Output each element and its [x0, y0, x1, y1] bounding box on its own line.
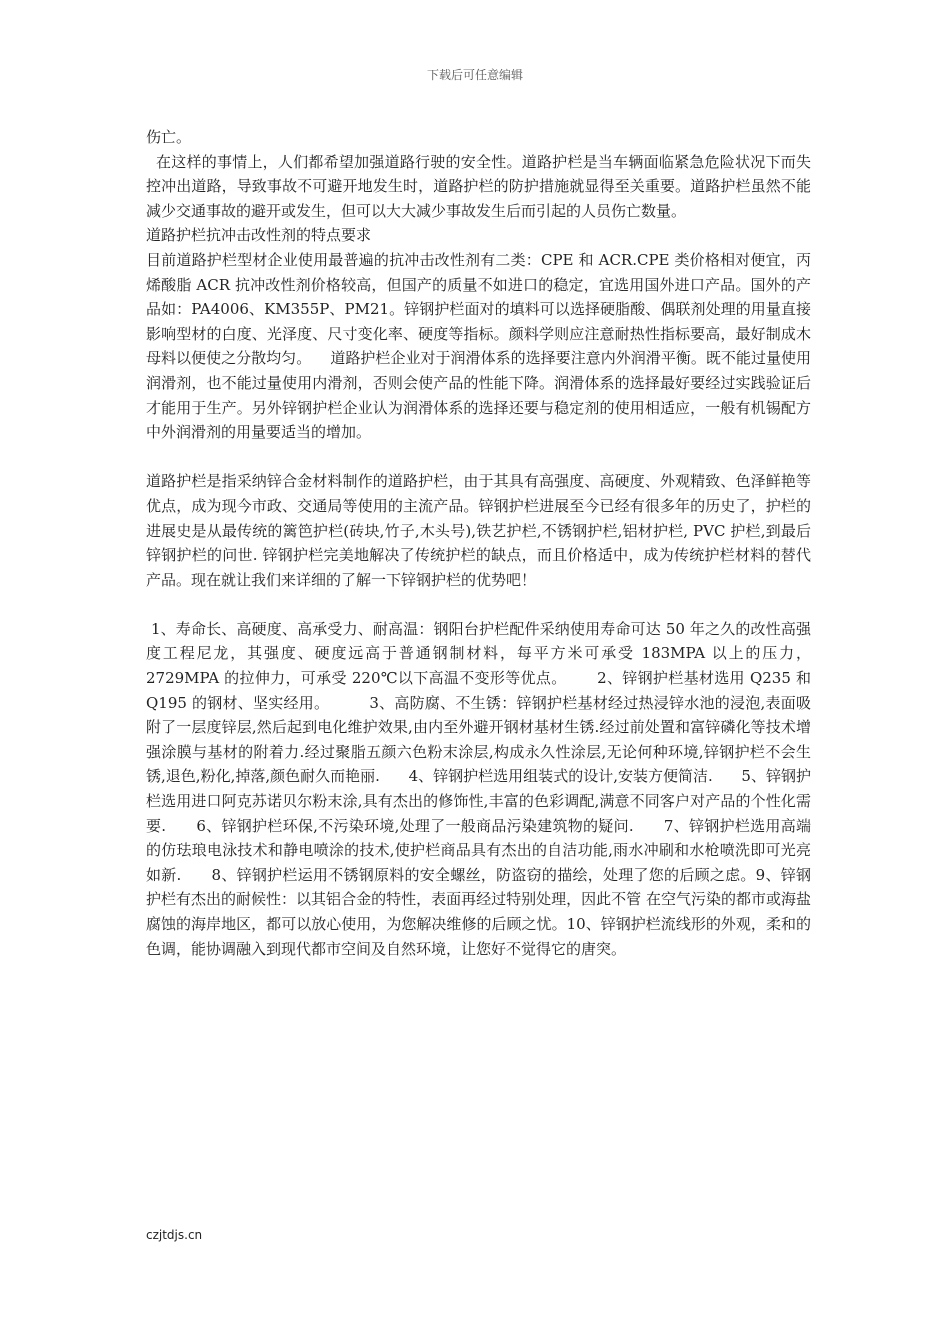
page-header: 下载后可任意编辑 — [426, 68, 523, 82]
paragraph-modifiers: 目前道路护栏型材企业使用最普遍的抗冲击改性剂有二类：CPE 和 ACR.CPE 类价格相对便宜，丙烯酸脂 ACR 抗冲改性剂价格较高，但国产的质量不如进口的稳定，宜选用国外进口产品。国外的产品如：PA4006、KM355P、PM21。锌钢护栏面对的填料可以选择硬脂酸、偶联剂处理的用量直接影响型材的白度、光泽度、尺寸变化率、硬度等指标。颜料学则应注意耐热性指标要高，最好制成木母料以便使之分散均匀。 道路护栏企业对于润滑体系的选择要注意内外润滑平衡。既不能过量使用润滑剂，也不能过量使用内滑剂，否则会使产品的性能下降。润滑体系的选择最好要经过实践验证后才能用于生产。另外锌钢护栏企业认为润滑体系的选择还要与稳定剂的使用相适应，一般有机锡配方中外润滑剂的用量要适当的增加。 — [146, 250, 811, 442]
page-footer: czjtdjs.cn — [146, 1228, 203, 1242]
paragraph-safety: 在这样的事情上，人们都希望加强道路行驶的安全性。道路护栏是当车辆面临紧急危险状况下而失控冲出道路，导致事故不可避开地发生时，道路护栏的防护措施就显得至关重要。道路护栏虽然不能减少交通事故的避开或发生，但可以大大减少事故发生后而引起的人员伤亡数量。 — [146, 152, 811, 220]
blank-line — [146, 592, 811, 617]
document-body — [146, 125, 816, 961]
paragraph-casualties: 伤亡。 — [146, 128, 192, 146]
paragraph-advantages: 1、寿命长、高硬度、高承受力、耐高温：钢阳台护栏配件采纳使用寿命可达 50 年之久的改性高强度工程尼龙，其强度、硬度远高于普通钢制材料，每平方米可承受 183MPA 以上的压力，2729MPA 的拉伸力，可承受 220℃以下高温不变形等优点。 2、锌钢护栏基材选用 Q235 和 Q195 的钢材、坚实经用。 3、高防腐、不生锈：锌钢护栏基材经过热浸锌水池的浸泡,表面吸附了一层度锌层,然后起到电化维护效果,由内至外避开钢材基材生锈.经过前处置和富锌磷化等技术增强涂膜与基材的附着力.经过聚脂五颜六色粉末涂层,构成永久性涂层,无论何种环境,锌钢护栏不会生锈,退色,粉化,掉落,颜色耐久而艳丽. 4、锌钢护栏选用组装式的设计,安装方便简洁. 5、锌钢护栏选用进口阿克苏诺贝尔粉末涂,具有杰出的修饰性,丰富的色彩调配,满意不同客户对产品的个性化需要. 6、锌钢护栏环保,不污染环境,处理了一般商品污染建筑物的疑问. 7、锌钢护栏选用高端的仿珐琅电泳技术和静电喷涂的技术,使护栏商品具有杰出的自洁功能,雨水冲刷和水枪喷洗即可光亮如新. 8、锌钢护栏运用不锈钢原料的安全螺丝，防盗窃的描绘，处理了您的后顾之虑。9、锌钢护栏有杰出的耐候性：以其铝合金的特性，表面再经过特别处理，因此不管 在空气污染的都市或海盐腐蚀的海岸地区，都可以放心使用，为您解决维修的后顾之忧。10、锌钢护栏流线形的外观，柔和的色调，能协调融入到现代都市空间及自然环境，让您好不觉得它的唐突。 — [146, 619, 816, 958]
blank-line — [146, 445, 811, 470]
section-heading: 道路护栏抗冲击改性剂的特点要求 — [146, 226, 372, 245]
paragraph-zinc-steel-intro: 道路护栏是指采纳锌合金材料制作的道路护栏，由于其具有高强度、高硬度、外观精致、色泽鲜艳等优点，成为现今市政、交通局等使用的主流产品。锌钢护栏进展至今已经有很多年的历史了，护栏的进展史是从最传统的篱笆护栏(砖块,竹子,木头号),铁艺护栏,不锈钢护栏,铝材护栏, PVC 护栏,到最后锌钢护栏的问世. 锌钢护栏完美地解决了传统护栏的缺点，而且价格适中，成为传统护栏材料的替代产品。现在就让我们来详细的了解一下锌钢护栏的优势吧！ — [146, 472, 811, 589]
